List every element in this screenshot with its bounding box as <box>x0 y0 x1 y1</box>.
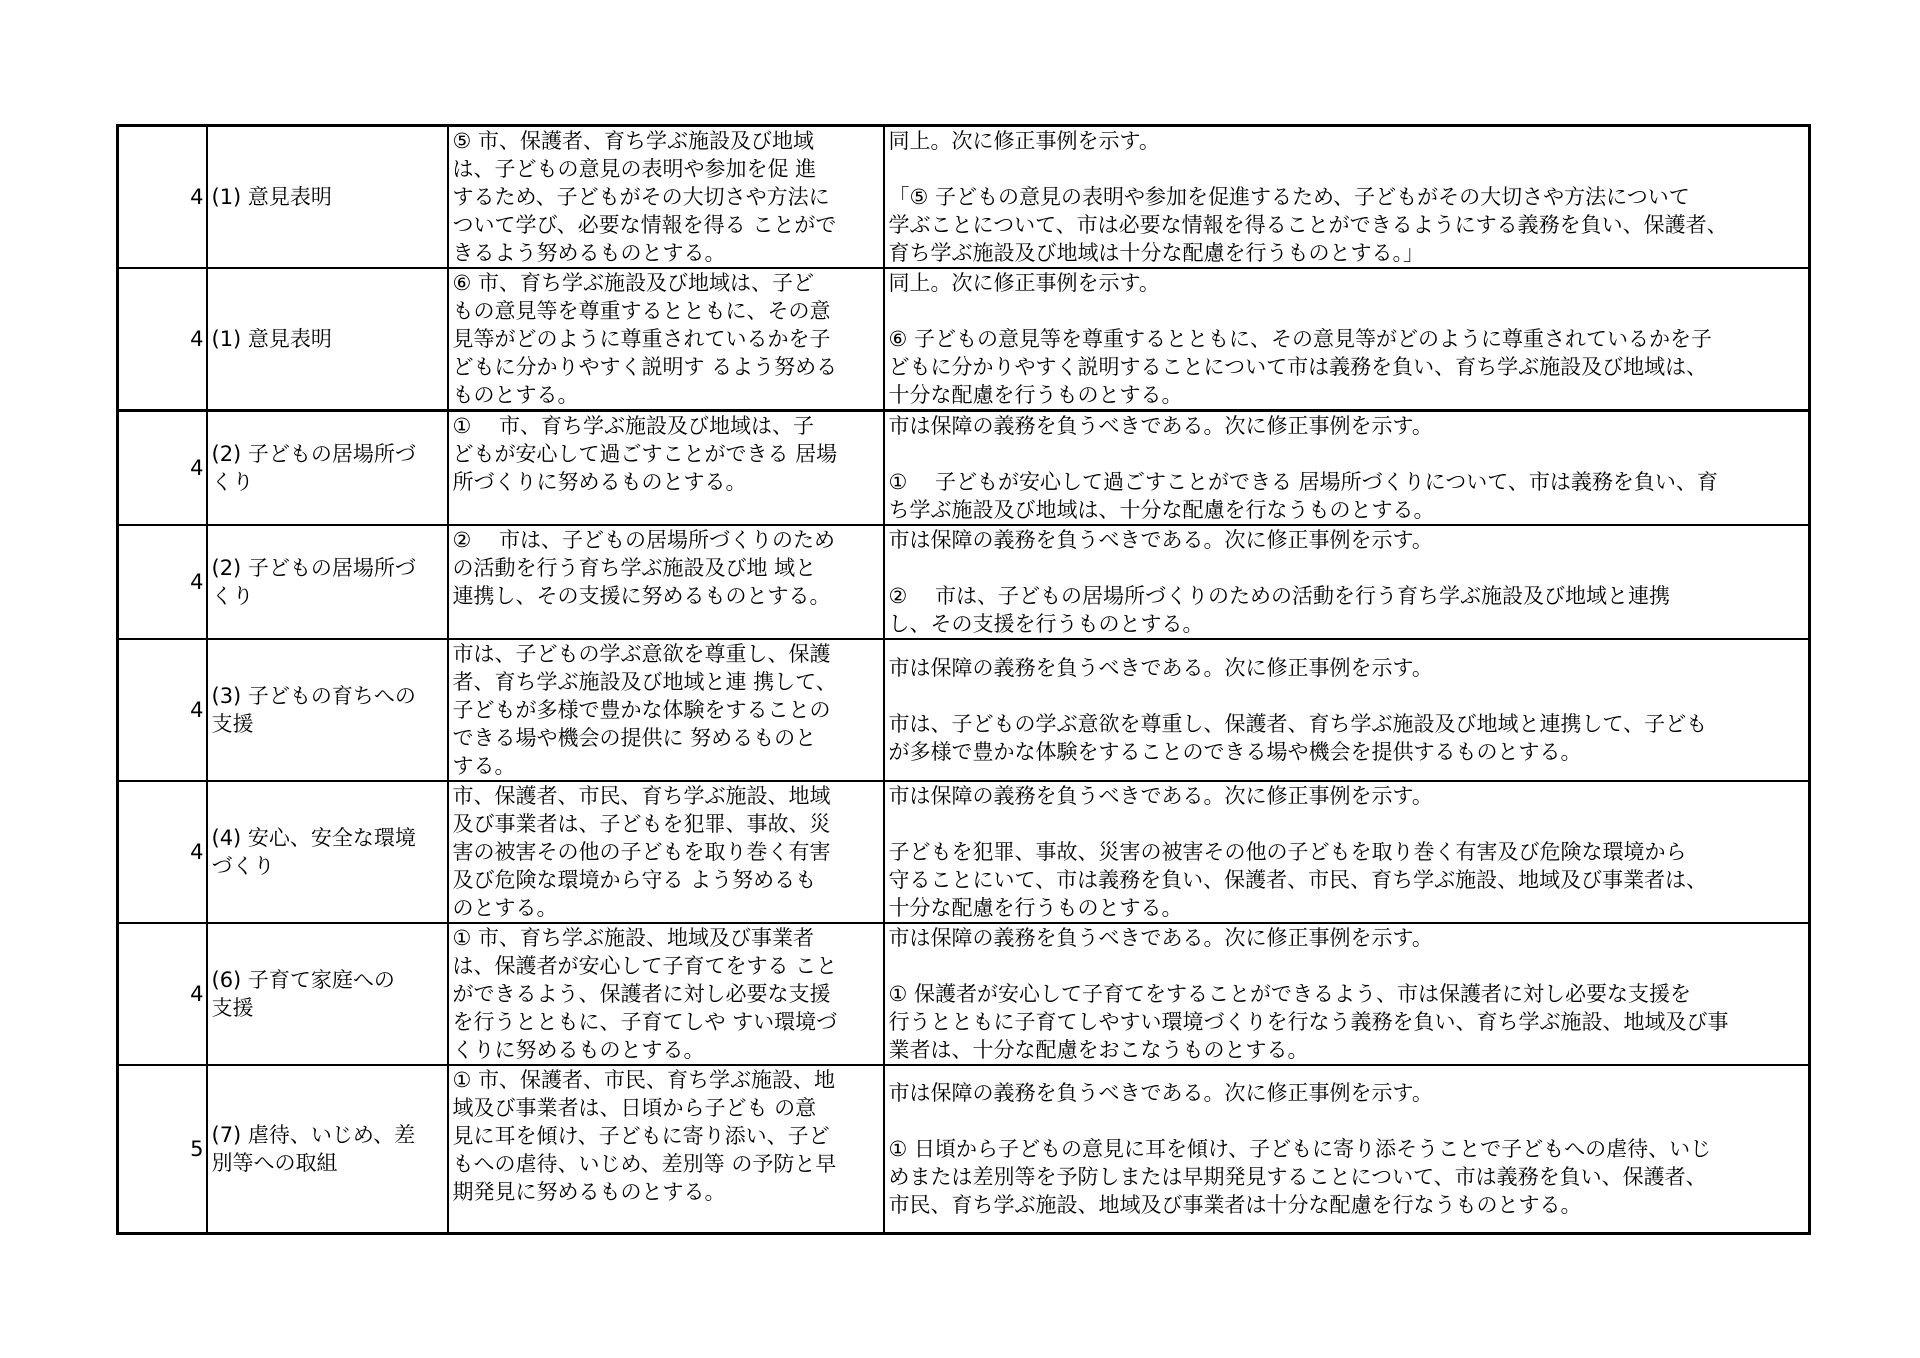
table-row <box>118 781 1810 923</box>
table-row <box>118 923 1810 1065</box>
table-row <box>118 411 1810 526</box>
comment-cell: 市は保障の義務を負うべきである。次に修正事例を示す。 ① 保護者が安心して子育てをすることができるよう、市は保護者に対し必要な支援を 行うとともに子育てしやすい環境づくりを行なう義務を負い、育ち学ぶ施設、地域及び事 業者は、十分な配慮をおこなうものとする。 <box>884 923 1810 1065</box>
table-row <box>118 639 1810 781</box>
table-row <box>118 525 1810 639</box>
item-cell: (1) 意見表明 <box>207 126 448 269</box>
table-row <box>118 126 1810 269</box>
original-text-cell: 市は、子どもの学ぶ意欲を尊重し、保護 者、育ち学ぶ施設及び地域と連 携して、 子どもが多様で豊かな体験をすることの できる場や機会の提供に 努めるものと する。 <box>448 639 884 781</box>
comment-cell: 市は保障の義務を負うべきである。次に修正事例を示す。 ① 子どもが安心して過ごすことができる 居場所づくりについて、市は義務を負い、育 ち学ぶ施設及び地域は、十分な配慮を行なうものとする。 <box>884 411 1810 526</box>
item-cell: (3) 子どもの育ちへの 支援 <box>207 639 448 781</box>
page-number-cell: 5 <box>118 1065 207 1233</box>
comment-cell: 同上。次に修正事例を示す。 「⑤ 子どもの意見の表明や参加を促進するため、子どもがその大切さや方法について 学ぶことについて、市は必要な情報を得ることができるようにする義務を負い、保護者、 育ち学ぶ施設及び地域は十分な配慮を行うものとする。」 <box>884 126 1810 269</box>
opinions-table <box>116 124 1811 1235</box>
page-number-cell: 4 <box>118 923 207 1065</box>
page-number-cell: 4 <box>118 639 207 781</box>
original-text-cell: 市、保護者、市民、育ち学ぶ施設、地域 及び事業者は、子どもを犯罪、事故、災 害の被害その他の子どもを取り巻く有害 及び危険な環境から守る よう努めるも のとする。 <box>448 781 884 923</box>
original-text-cell: ① 市、保護者、市民、育ち学ぶ施設、地 域及び事業者は、日頃から子ども の意 見に耳を傾け、子どもに寄り添い、子ど もへの虐待、いじめ、差別等 の予防と早 期発見に努めるものとする。 <box>448 1065 884 1233</box>
comment-cell: 市は保障の義務を負うべきである。次に修正事例を示す。 子どもを犯罪、事故、災害の被害その他の子どもを取り巻く有害及び危険な環境から 守ることにいて、市は義務を負い、保護者、市民、育ち学ぶ施設、地域及び事業者は、 十分な配慮を行うものとする。 <box>884 781 1810 923</box>
item-cell: (4) 安心、安全な環境 づくり <box>207 781 448 923</box>
table-row <box>118 268 1810 411</box>
comment-cell: 市は保障の義務を負うべきである。次に修正事例を示す。 市は、子どもの学ぶ意欲を尊重し、保護者、育ち学ぶ施設及び地域と連携して、子ども が多様で豊かな体験をすることのできる場や機会を提供するものとする。 <box>884 639 1810 781</box>
page-number-cell: 4 <box>118 781 207 923</box>
table-row <box>118 1065 1810 1233</box>
original-text-cell: ② 市は、子どもの居場所づくりのため の活動を行う育ち学ぶ施設及び地 域と 連携し、その支援に努めるものとする。 <box>448 525 884 639</box>
page-number-cell: 4 <box>118 126 207 269</box>
comment-cell: 同上。次に修正事例を示す。 ⑥ 子どもの意見等を尊重するとともに、その意見等がどのように尊重されているかを子 どもに分かりやすく説明することについて市は義務を負い、育ち学ぶ施設及び地域は、 十分な配慮を行うものとする。 <box>884 268 1810 411</box>
original-text-cell: ⑤ 市、保護者、育ち学ぶ施設及び地域 は、子どもの意見の表明や参加を促 進 するため、子どもがその大切さや方法に ついて学び、必要な情報を得る ことがで きるよう努めるものとする。 <box>448 126 884 269</box>
item-cell: (2) 子どもの居場所づ くり <box>207 411 448 526</box>
original-text-cell: ⑥ 市、育ち学ぶ施設及び地域は、子ど もの意見等を尊重するとともに、その意 見等がどのように尊重されているかを子 どもに分かりやすく説明す るよう努める ものとする。 <box>448 268 884 411</box>
comment-cell: 市は保障の義務を負うべきである。次に修正事例を示す。 ② 市は、子どもの居場所づくりのための活動を行う育ち学ぶ施設及び地域と連携 し、その支援を行うものとする。 <box>884 525 1810 639</box>
item-cell: (6) 子育て家庭への 支援 <box>207 923 448 1065</box>
item-cell: (2) 子どもの居場所づ くり <box>207 525 448 639</box>
comment-cell: 市は保障の義務を負うべきである。次に修正事例を示す。 ① 日頃から子どもの意見に耳を傾け、子どもに寄り添そうことで子どもへの虐待、いじ めまたは差別等を予防しまたは早期発見することについて、市は義務を負い、保護者、 市民、育ち学ぶ施設、地域及び事業者は十分な配慮を行なうものとする。 <box>884 1065 1810 1233</box>
original-text-cell: ① 市、育ち学ぶ施設、地域及び事業者 は、保護者が安心して子育てをする こと ができるよう、保護者に対し必要な支援 を行うとともに、子育てしや すい環境づ くりに努めるものとする。 <box>448 923 884 1065</box>
item-cell: (7) 虐待、いじめ、差 別等への取組 <box>207 1065 448 1233</box>
page-number-cell: 4 <box>118 268 207 411</box>
original-text-cell: ① 市、育ち学ぶ施設及び地域は、子 どもが安心して過ごすことができる 居場 所づくりに努めるものとする。 <box>448 411 884 526</box>
page-number-cell: 4 <box>118 411 207 526</box>
item-cell: (1) 意見表明 <box>207 268 448 411</box>
page-number-cell: 4 <box>118 525 207 639</box>
